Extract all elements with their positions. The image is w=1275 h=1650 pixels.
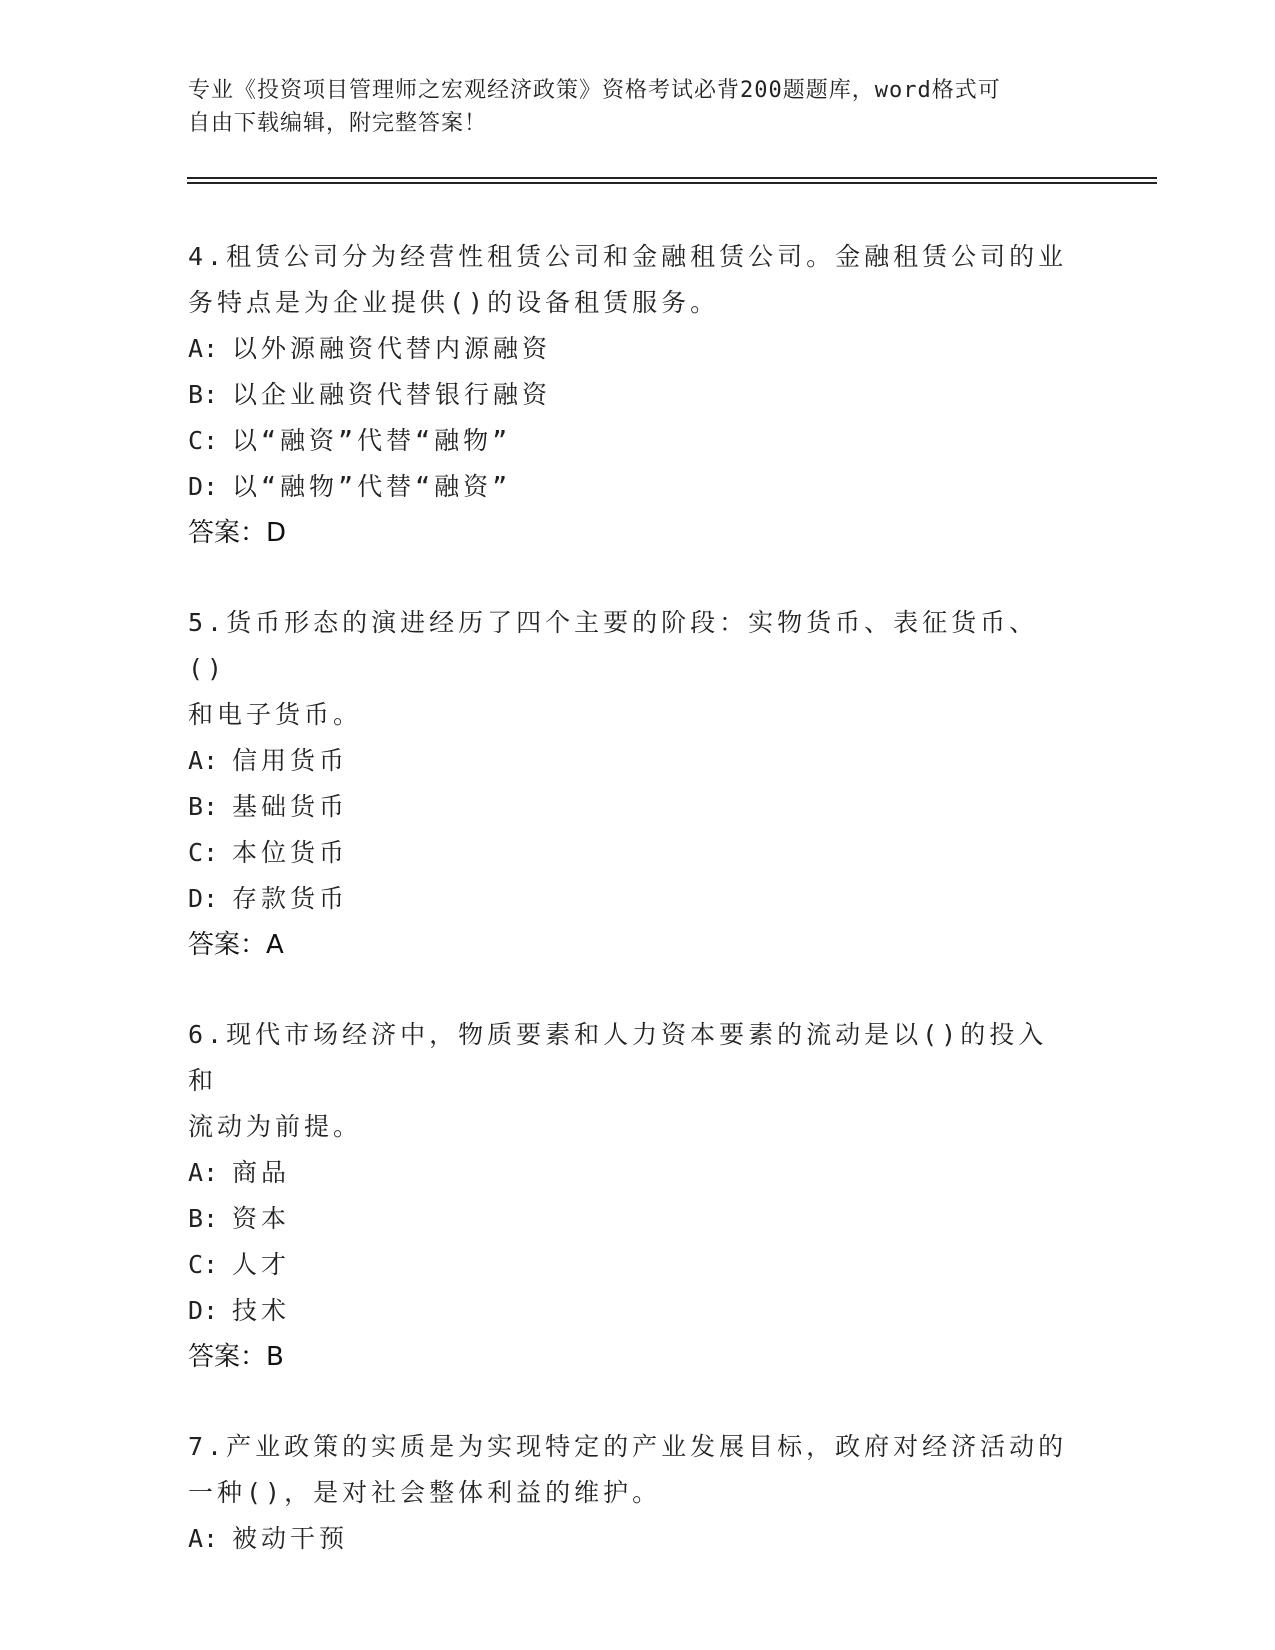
question-stem-line: 一种()，是对社会整体利益的维护。 [188,1478,662,1507]
option-a [188,738,1068,784]
option-text: 本位货币 [232,838,349,867]
answer-line: 答案：B [188,1342,284,1372]
document-header [188,74,1068,140]
option-d [188,876,1068,922]
header-line-1: 专业《投资项目管理师之宏观经济政策》资格考试必背200题题库，word格式可 [188,78,1001,103]
option-a [188,1150,1068,1196]
header-divider-top [187,177,1157,179]
option-letter: A: [188,746,219,775]
option-letter: D: [188,1296,219,1325]
question-stem [188,234,1068,326]
question-item [188,234,1068,556]
option-letter: B: [188,1204,219,1233]
header-divider-bottom [187,182,1157,184]
question-item [188,1012,1068,1380]
question-stem-line: 5.货币形态的演进经历了四个主要的阶段：实物货币、表征货币、() [188,608,1039,683]
question-stem [188,600,1068,738]
option-b [188,1196,1068,1242]
option-d [188,1288,1068,1334]
option-letter: B: [188,380,219,409]
answer-line: 答案：A [188,930,284,960]
option-letter: C: [188,426,219,455]
option-d [188,464,1068,510]
option-letter: B: [188,792,219,821]
question-stem [188,1012,1068,1150]
question-stem-line: 4.租赁公司分为经营性租赁公司和金融租赁公司。金融租赁公司的业 [188,242,1068,271]
header-line-2: 自由下载编辑，附完整答案！ [188,111,488,136]
option-b [188,784,1068,830]
option-c [188,830,1068,876]
option-text: 技术 [232,1296,291,1325]
option-c [188,1242,1068,1288]
option-text: 存款货币 [232,884,349,913]
option-a [188,1516,1068,1562]
option-letter: D: [188,472,219,501]
option-letter: A: [188,1524,219,1553]
option-letter: A: [188,1158,219,1187]
question-stem-line: 7.产业政策的实质是为实现特定的产业发展目标，政府对经济活动的 [188,1432,1068,1461]
option-b [188,372,1068,418]
option-text: 以“融物”代替“融资” [232,472,512,501]
option-text: 以外源融资代替内源融资 [232,334,552,363]
option-letter: D: [188,884,219,913]
question-stem [188,1424,1068,1516]
question-item [188,1424,1068,1562]
option-text: 资本 [232,1204,291,1233]
answer-line: 答案：D [188,518,287,548]
question-list [188,234,1068,1606]
option-a [188,326,1068,372]
question-stem-line: 6.现代市场经济中，物质要素和人力资本要素的流动是以()的投入和 [188,1020,1048,1095]
option-text: 商品 [232,1158,291,1187]
option-c [188,418,1068,464]
option-text: 以“融资”代替“融物” [232,426,512,455]
option-text: 基础货币 [232,792,349,821]
question-item [188,600,1068,968]
option-text: 信用货币 [232,746,349,775]
option-text: 被动干预 [232,1524,349,1553]
option-text: 人才 [232,1250,291,1279]
option-letter: C: [188,838,219,867]
option-letter: A: [188,334,219,363]
question-stem-line: 流动为前提。 [188,1112,363,1141]
question-stem-line: 务特点是为企业提供()的设备租赁服务。 [188,288,720,317]
option-text: 以企业融资代替银行融资 [232,380,552,409]
question-stem-line: 和电子货币。 [188,700,363,729]
option-letter: C: [188,1250,219,1279]
